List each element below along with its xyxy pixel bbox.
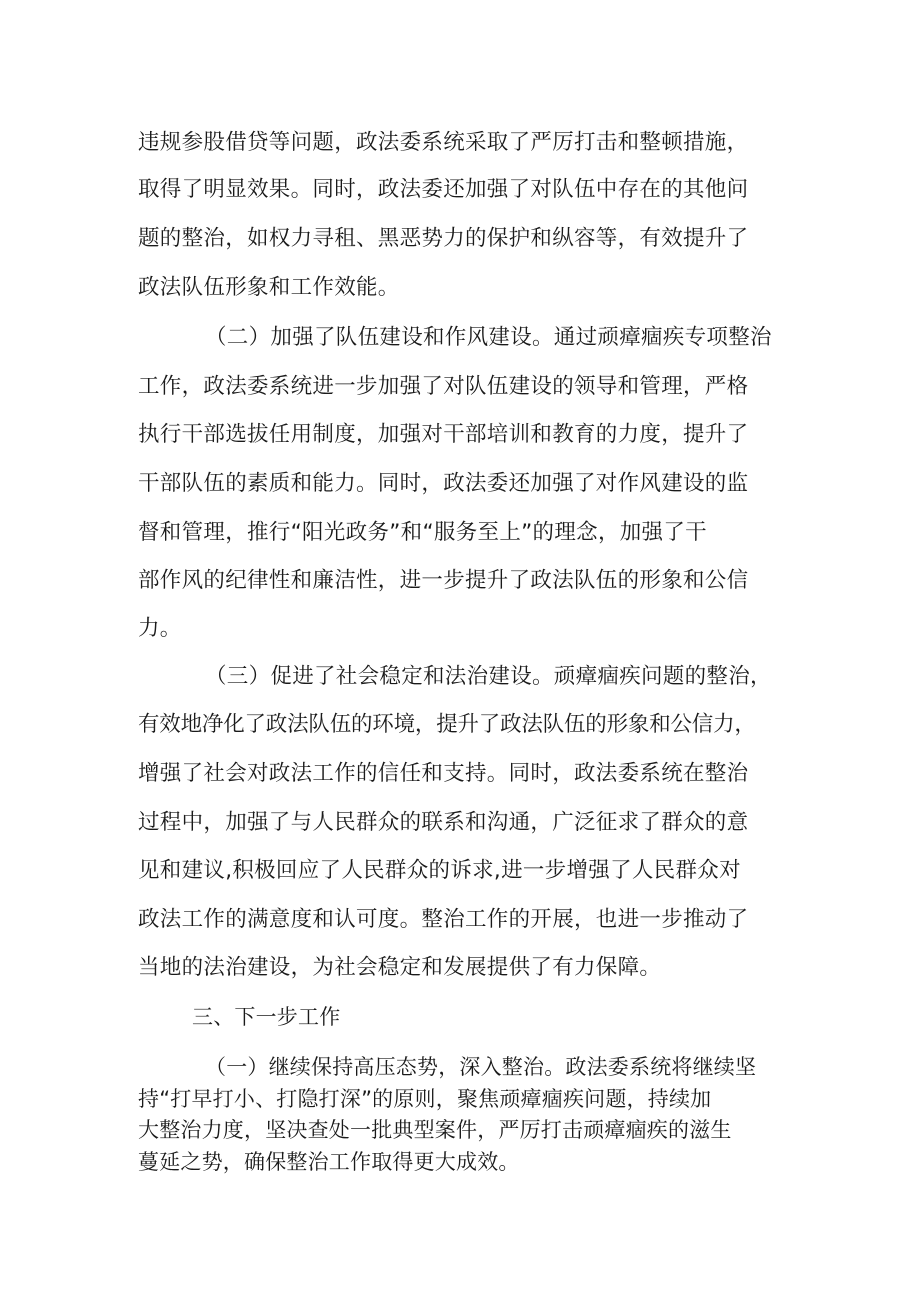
- text-line: 蔓延之势，确保整治工作取得更大成效。: [138, 1150, 520, 1174]
- text-line: 当地的法治建设，为社会稳定和发展提供了有力保障。: [138, 955, 662, 980]
- text-line: 力。: [138, 616, 182, 641]
- text-line: 过程中，加强了与人民群众的联系和沟通，广泛征求了群众的意: [138, 810, 749, 835]
- text-line: 政法队伍形象和工作效能。: [138, 275, 400, 300]
- text-line: 增强了社会对政法工作的信任和支持。同时，政法委系统在整治: [138, 761, 749, 786]
- text-line: 持“打早打小、打隐打深”的原则，聚焦顽瘴痼疾问题，持续加: [138, 1087, 712, 1111]
- text-line: （二）加强了队伍建设和作风建设。通过顽瘴痼疾专项整治: [205, 325, 772, 350]
- text-line: 取得了明显效果。同时，政法委还加强了对队伍中存在的其他问: [138, 177, 749, 202]
- text-line: 干部队伍的素质和能力。同时，政法委还加强了对作风建设的监: [138, 471, 749, 496]
- text-line: 违规参股借贷等问题，政法委系统采取了严厉打击和整顿措施，: [138, 130, 749, 155]
- text-line: 部作风的纪律性和廉洁性，进一步提升了政法队伍的形象和公信: [138, 568, 749, 593]
- text-line: 有效地净化了政法队伍的环境，提升了政法队伍的形象和公信力，: [138, 712, 756, 737]
- text-line: 工作，政法委系统进一步加强了对队伍建设的领导和管理，严格: [138, 374, 749, 399]
- text-line: 执行干部选拔任用制度，加强对干部培训和教育的力度，提升了: [138, 422, 749, 447]
- text-line: 题的整治，如权力寻租、黑恶势力的保护和纵容等，有效提升了: [138, 226, 749, 251]
- text-line: 大整治力度，坚决查处一批典型案件，严厉打击顽瘴痼疾的滋生: [138, 1118, 732, 1142]
- section-heading: 三、下一步工作: [192, 1005, 341, 1029]
- text-line: 见和建议,积极回应了人民群众的诉求,进一步增强了人民群众对: [138, 858, 741, 883]
- text-line: （三）促进了社会稳定和法治建设。顽瘴痼疾问题的整治，: [205, 664, 772, 689]
- text-line: 督和管理，推行“阳光政务”和“服务至上”的理念，加强了干: [138, 520, 707, 545]
- text-line: （一）继续保持高压态势，深入整治。政法委系统将继续坚: [205, 1055, 757, 1079]
- text-line: 政法工作的满意度和认可度。整治工作的开展，也进一步推动了: [138, 907, 749, 932]
